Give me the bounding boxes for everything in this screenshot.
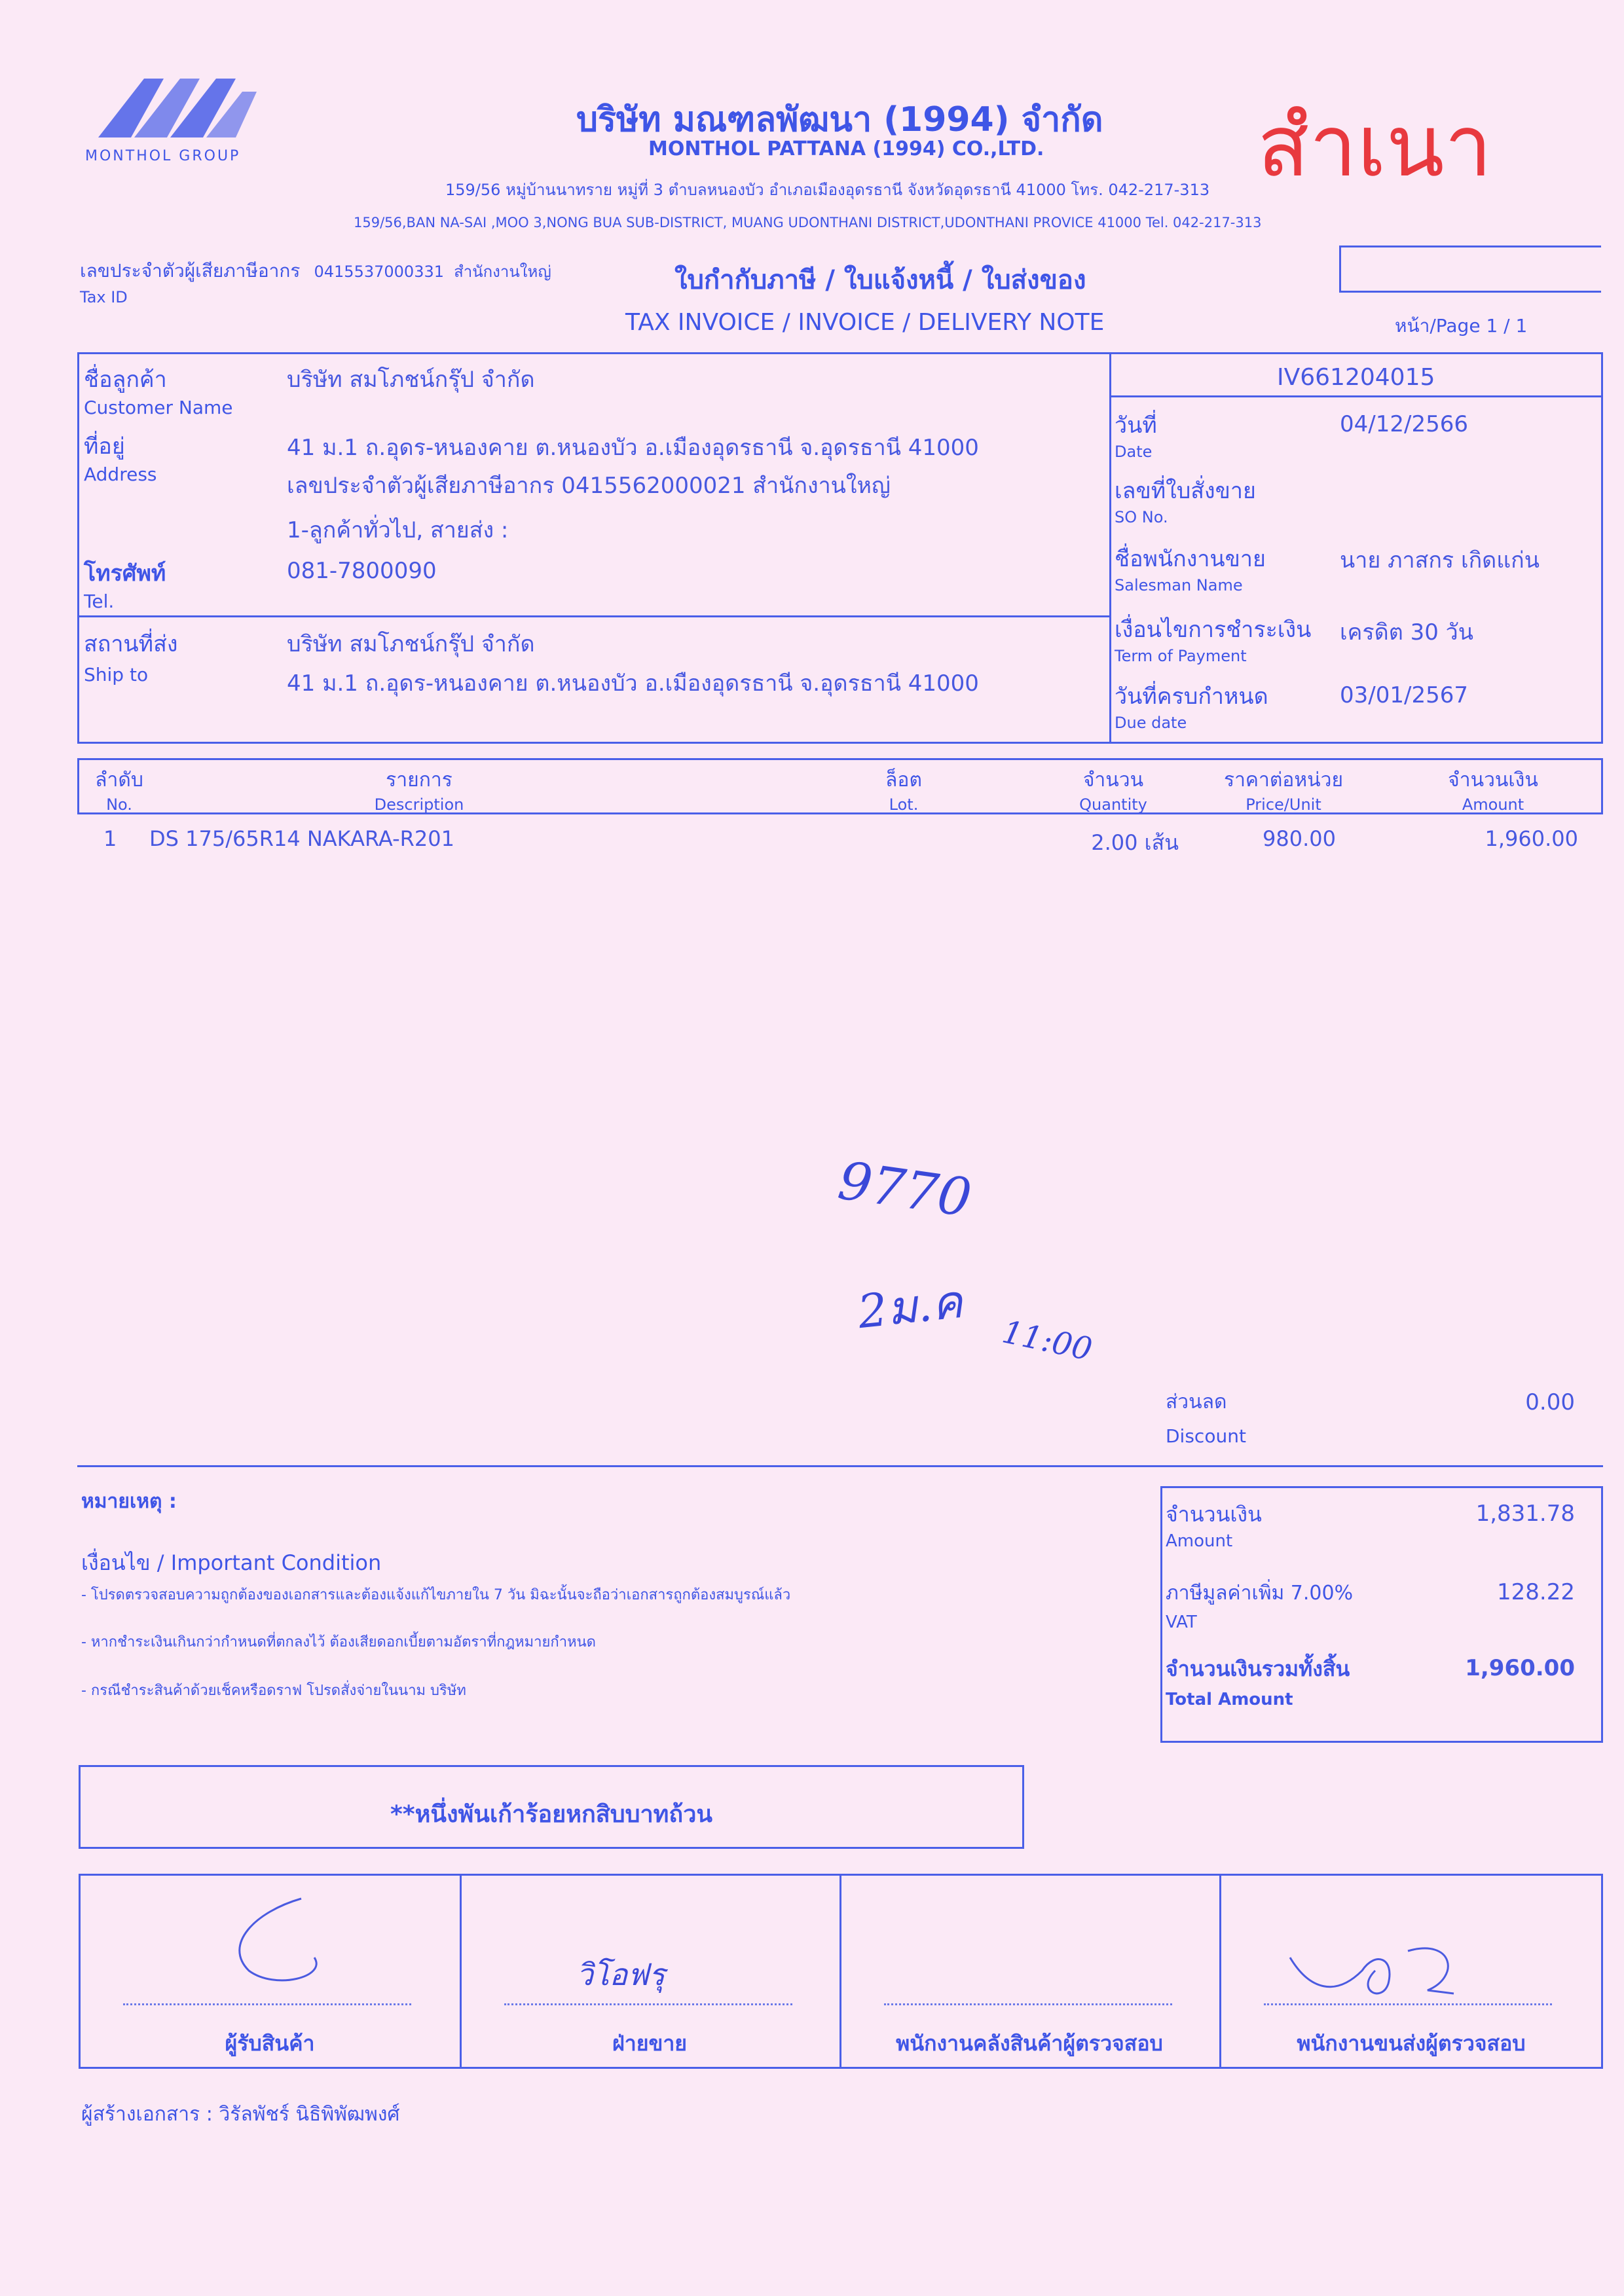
handwritten-note-3: 11:00 [999,1313,1096,1368]
ship-to-label-en: Ship to [84,664,149,685]
tel-label-th: โทรศัพท์ [84,560,166,587]
doc-number-divider [1109,395,1603,397]
col-desc [288,765,550,814]
condition-3: - กรณีชำระสินค้าด้วยเช็คหรือดราฟ โปรดสั่งจ่ายในนาม บริษัท [81,1683,466,1699]
document-creator: ผู้สร้างเอกสาร : วิรัลพัชร์ นิธิพิพัฒพงศ์ [81,2103,400,2126]
sig-label-delivery: พนักงานขนส่งผู้ตรวจสอบ [1297,2031,1526,2056]
sig-label-receiver: ผู้รับสินค้า [225,2031,315,2056]
item-amount: 1,960.00 [1485,826,1578,851]
item-no: 1 [103,826,117,851]
col-price-th: ราคาต่อหน่วย [1223,769,1344,792]
total-value: 1,960.00 [1465,1655,1575,1681]
col-amount [1408,765,1578,814]
doc-title-en: TAX INVOICE / INVOICE / DELIVERY NOTE [625,309,1105,336]
sig-label-sales: ฝ่ายขาย [612,2031,688,2056]
company-name-en: MONTHOL PATTANA (1994) CO.,LTD. [648,137,1044,160]
salesman-label-th: ชื่อพนักงานขาย [1115,546,1266,572]
col-desc-th: รายการ [386,769,452,792]
salesman-labels [1115,541,1266,594]
tax-id-branch: สำนักงานใหญ่ [454,263,551,281]
col-lot-th: ล็อต [885,769,922,792]
tel-labels [84,555,166,612]
amount-in-words: **หนึ่งพันเก้าร้อยหกสิบบาทถ้วน [390,1801,713,1828]
address-labels [84,428,157,485]
term-value: เครดิต 30 วัน [1340,619,1473,646]
sig-label-warehouse: พนักงานคลังสินค้าผู้ตรวจสอบ [896,2031,1163,2056]
customer-name-labels [84,361,233,418]
condition-1: - โปรดตรวจสอบความถูกต้องของเอกสารและต้องแจ้งแก้ไขภายใน 7 วัน มิฉะนั้นจะถือว่าเอกสารถูกต้องสมบูรณ์แล้ว [81,1587,791,1603]
total-label-th: จำนวนเงินรวมทั้งสิ้น [1166,1656,1350,1681]
tax-id-value: 0415537000331 [314,263,445,281]
address-line-2: เลขประจำตัวผู้เสียภาษีอากร 0415562000021 สำนักงานใหญ่ [287,473,891,499]
handwritten-note-2: 2ม.ค [855,1274,965,1339]
col-amount-th: จำนวนเงิน [1448,769,1538,792]
doc-title-th: ใบกำกับภาษี / ใบแจ้งหนี้ / ใบส่งของ [674,265,1086,295]
so-labels [1115,473,1256,526]
remark-label: หมายเหตุ : [81,1490,177,1513]
address-line-1: 41 ม.1 ถ.อุดร-หนองคาย ต.หนองบัว อ.เมืองอุดรธานี จ.อุดรธานี 41000 [287,435,979,461]
logo-mark [85,72,262,144]
customer-name-value: บริษัท สมโภชน์กรุ๊ป จำกัด [287,367,535,393]
vat-labels [1166,1578,1353,1632]
item-price: 980.00 [1263,826,1336,851]
col-qty-th: จำนวน [1082,769,1144,792]
date-value: 04/12/2566 [1340,411,1468,437]
due-date-label-th: วันที่ครบกำหนด [1115,683,1268,710]
vat-label-en: VAT [1166,1613,1197,1632]
vat-value: 128.22 [1497,1579,1575,1605]
ship-to-line-1: บริษัท สมโภชน์กรุ๊ป จำกัด [287,631,535,657]
amount-value: 1,831.78 [1475,1501,1575,1527]
sig-line-sales [504,2003,792,2005]
col-desc-en: Description [374,795,464,814]
discount-value: 0.00 [1525,1389,1575,1415]
address-label-en: Address [84,464,157,485]
invoice-number: IV661204015 [1277,364,1435,391]
condition-2: - หากชำระเงินเกินกว่ากำหนดที่ตกลงไว้ ต้องเสียดอกเบี้ยตามอัตราที่กฎหมายกำหนด [81,1634,596,1650]
ship-to-label-th: สถานที่ส่ง [84,631,178,657]
amount-labels [1166,1498,1262,1551]
address-line-3: 1-ลูกค้าทั่วไป, สายส่ง : [287,517,509,543]
tax-id-block [80,257,551,306]
col-lot [838,765,969,814]
company-address-en: 159/56,BAN NA-SAI ,MOO 3,NONG BUA SUB-DISTRICT, MUANG UDONTHANI DISTRICT,UDONTHANI PROVICE 41000 Tel. 042-217-313 [354,215,1262,230]
salesman-value: นาย ภาสกร เกิดแก่น [1340,547,1540,574]
item-description: DS 175/65R14 NAKARA-R201 [149,826,454,851]
discount-label-th: ส่วนลด [1166,1391,1227,1413]
logo-text: MONTHOL GROUP [85,148,241,164]
sig-line-receiver [123,2003,411,2005]
due-date-labels [1115,678,1268,732]
col-qty [1048,765,1179,814]
info-divider [1109,352,1111,744]
col-no-th: ลำดับ [95,769,143,792]
company-address-th: 159/56 หมู่บ้านนาทราย หมู่ที่ 3 ตำบลหนองบัว อำเภอเมืองอุดรธานี จังหวัดอุดรธานี 41000 โทร. 042-217-313 [445,181,1210,199]
company-logo [85,72,262,164]
amount-label-en: Amount [1166,1531,1233,1551]
delivery-signature-mark [1283,1931,1467,2003]
ship-to-line-2: 41 ม.1 ถ.อุดร-หนองคาย ต.หนองบัว อ.เมืองอุดรธานี จ.อุดรธานี 41000 [287,670,979,697]
tel-label-en: Tel. [84,591,115,612]
salesman-label-en: Salesman Name [1115,576,1243,594]
so-label-en: SO No. [1115,508,1168,526]
tax-id-label-en: Tax ID [80,288,128,306]
page-number: หน้า/Page 1 / 1 [1395,315,1528,337]
col-qty-en: Quantity [1079,795,1147,814]
sales-signature: วิโอฟรุ [576,1957,665,1992]
ship-to-labels [84,626,177,685]
due-date-label-en: Due date [1115,714,1187,732]
total-label-en: Total Amount [1166,1690,1293,1709]
term-labels [1115,611,1311,665]
company-name-th: บริษัท มณฑลพัฒนา (1994) จำกัด [576,100,1103,139]
col-price-en: Price/Unit [1246,795,1321,814]
discount-divider [77,1465,1603,1467]
sig-line-warehouse [884,2003,1172,2005]
total-labels [1166,1652,1350,1709]
col-price [1192,765,1375,814]
tax-id-label: เลขประจำตัวผู้เสียภาษีอากร [80,260,301,282]
customer-name-label-en: Customer Name [84,397,233,418]
address-label-th: ที่อยู่ [84,433,125,460]
amount-label-th: จำนวนเงิน [1166,1502,1262,1527]
col-no-en: No. [106,795,132,814]
term-label-en: Term of Payment [1115,647,1247,665]
discount-labels [1166,1387,1246,1447]
doc-number-box-empty [1339,246,1601,293]
col-no [80,765,158,814]
receiver-signature-mark [210,1886,341,1990]
copy-stamp: สำเนา [1257,96,1492,196]
col-lot-en: Lot. [889,795,919,814]
sig-line-delivery [1264,2003,1552,2005]
due-date-value: 03/01/2567 [1340,682,1468,708]
term-label-th: เงื่อนไขการชำระเงิน [1115,617,1312,643]
date-labels [1115,407,1157,461]
discount-label-en: Discount [1166,1425,1246,1447]
date-label-th: วันที่ [1115,412,1157,439]
handwritten-note-1: 9770 [834,1150,976,1229]
tel-value: 081-7800090 [287,558,437,584]
date-label-en: Date [1115,443,1153,461]
col-amount-en: Amount [1462,795,1524,814]
conditions-title: เงื่อนไข / Important Condition [81,1550,382,1575]
customer-divider [77,615,1111,617]
so-label-th: เลขที่ใบสั่งขาย [1115,478,1256,504]
customer-name-label-th: ชื่อลูกค้า [84,367,167,393]
item-quantity: 2.00 เส้น [1091,830,1179,855]
vat-label-th: ภาษีมูลค่าเพิ่ม 7.00% [1166,1582,1354,1605]
